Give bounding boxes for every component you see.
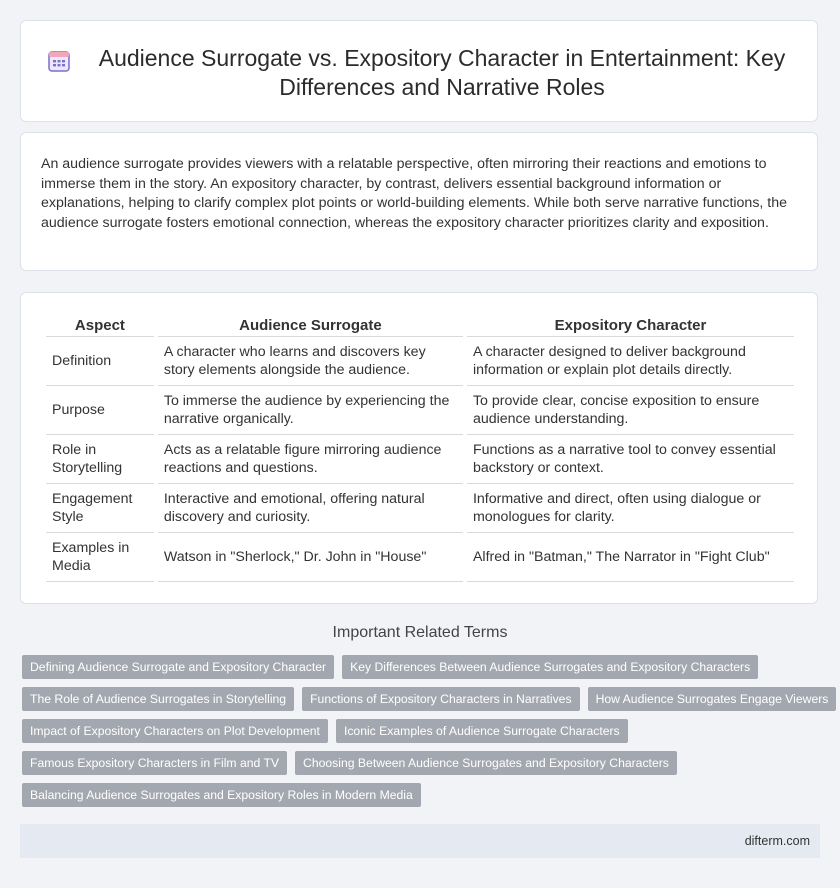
row-expository-character: Informative and direct, often using dialogue or monologues for clarity. — [467, 484, 794, 533]
row-aspect: Examples in Media — [46, 533, 154, 582]
related-term-link[interactable]: Functions of Expository Characters in Narratives — [302, 687, 579, 711]
related-term-link[interactable]: Defining Audience Surrogate and Expository Character — [22, 655, 334, 679]
row-expository-character: To provide clear, concise exposition to ensure audience understanding. — [467, 386, 794, 435]
header-expository-character: Expository Character — [467, 316, 794, 337]
related-term-link[interactable]: Iconic Examples of Audience Surrogate Characters — [336, 719, 628, 743]
title-card — [20, 20, 818, 122]
related-term-link[interactable]: Impact of Expository Characters on Plot Development — [22, 719, 328, 743]
related-term-link[interactable]: Choosing Between Audience Surrogates and Expository Characters — [295, 751, 677, 775]
header-audience-surrogate: Audience Surrogate — [158, 316, 463, 337]
row-audience-surrogate: Watson in "Sherlock," Dr. John in "House" — [158, 533, 463, 582]
row-audience-surrogate: To immerse the audience by experiencing the narrative organically. — [158, 386, 463, 435]
table-row — [46, 533, 794, 582]
row-aspect: Definition — [46, 337, 154, 386]
related-term-link[interactable]: Famous Expository Characters in Film and TV — [22, 751, 287, 775]
row-aspect: Role in Storytelling — [46, 435, 154, 484]
related-terms-title: Important Related Terms — [332, 624, 508, 641]
table-row — [46, 337, 794, 386]
table-row — [46, 386, 794, 435]
comparison-table-card — [20, 292, 818, 604]
footer — [20, 824, 820, 858]
calendar-grid-icon — [47, 49, 71, 73]
footer-site-link[interactable]: difterm.com — [744, 834, 810, 848]
row-audience-surrogate: Acts as a relatable figure mirroring audience reactions and questions. — [158, 435, 463, 484]
related-term-link[interactable]: Key Differences Between Audience Surrogates and Expository Characters — [342, 655, 758, 679]
related-term-link[interactable]: Balancing Audience Surrogates and Expository Roles in Modern Media — [22, 783, 421, 807]
related-term-link[interactable]: The Role of Audience Surrogates in Storytelling — [22, 687, 294, 711]
row-expository-character: A character designed to deliver background information or explain plot details directly. — [467, 337, 794, 386]
row-aspect: Engagement Style — [46, 484, 154, 533]
table-row — [46, 484, 794, 533]
page-title: Audience Surrogate vs. Expository Character in Entertainment: Key Differences and Narrative Roles — [98, 45, 786, 100]
related-term-link[interactable]: How Audience Surrogates Engage Viewers — [588, 687, 837, 711]
intro-paragraph: An audience surrogate provides viewers with a relatable perspective, often mirroring their reactions and emotions to immerse them in the story. An expository character, by contrast, delivers essential background information or explanations, helping to clarify complex plot points or world-building elements. While both serve narrative functions, the audience surrogate fosters emotional connection, whereas the expository character prioritizes clarity and exposition. — [41, 156, 788, 231]
related-terms-list — [22, 655, 829, 815]
row-expository-character: Alfred in "Batman," The Narrator in "Fight Club" — [467, 533, 794, 582]
row-audience-surrogate: Interactive and emotional, offering natural discovery and curiosity. — [158, 484, 463, 533]
table-header-row — [46, 316, 794, 337]
intro-card — [20, 132, 818, 271]
row-aspect: Purpose — [46, 386, 154, 435]
row-audience-surrogate: A character who learns and discovers key story elements alongside the audience. — [158, 337, 463, 386]
table-row — [46, 435, 794, 484]
header-aspect: Aspect — [46, 316, 154, 337]
comparison-table — [42, 316, 798, 582]
row-expository-character: Functions as a narrative tool to convey essential backstory or context. — [467, 435, 794, 484]
